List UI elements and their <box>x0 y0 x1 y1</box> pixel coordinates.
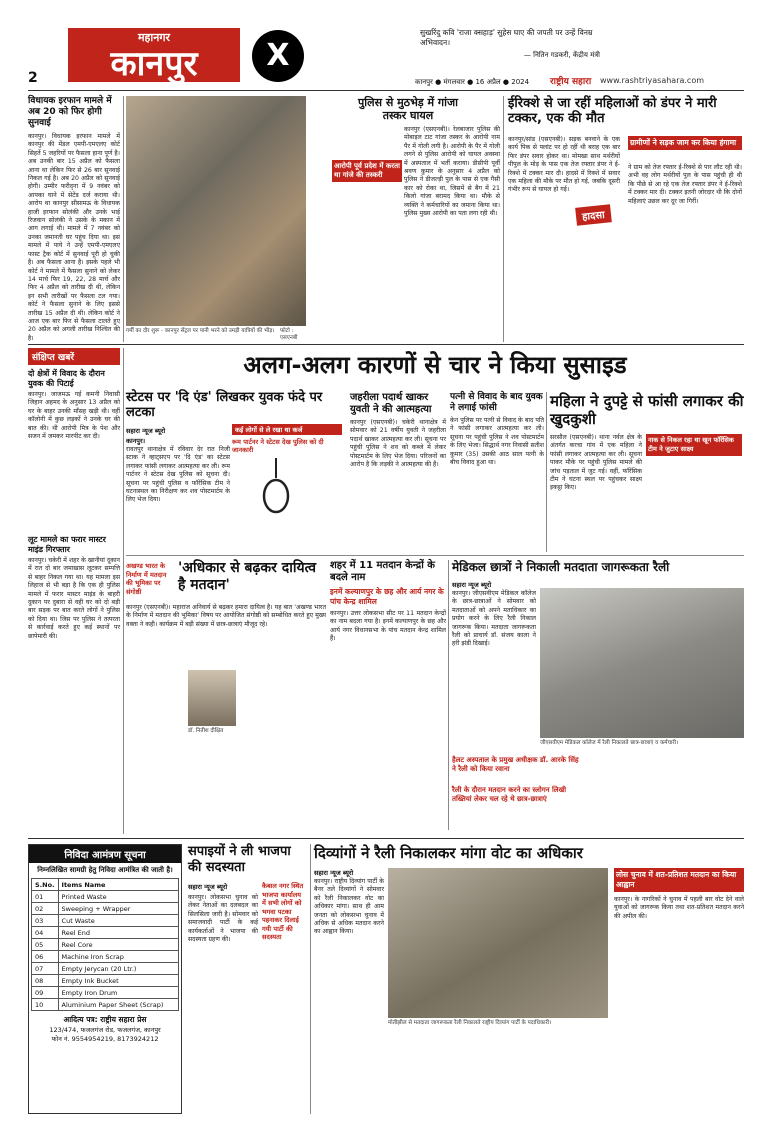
portrait-photo <box>188 670 236 726</box>
date-line: कानपुर ● मंगलवार ● 16 अप्रैल ● 2024 <box>415 78 530 86</box>
masthead-small: महानगर <box>137 31 171 44</box>
website: www.rashtriyasahara.com <box>600 76 705 85</box>
story-d <box>550 392 744 552</box>
story-f-body: कानपुर। उत्तर लोकसभा सीट पर 11 मतदान केन्द्रों का नाम बदला गया है। इनमें कल्याणपुर के छह और आर्य नगर विधानसभा के पांच मतदान केन्द्र शामिल हैं। <box>330 610 446 643</box>
noose-icon <box>256 458 296 518</box>
tr-side-headline: ग्रामीणों ने सड़क जाम कर किया हंगामा <box>628 136 742 150</box>
col1-story <box>28 96 120 342</box>
story-i-byline: सहारा न्यूज ब्यूरो <box>314 869 354 877</box>
col1-body: कानपुर। विधायक इरफान मामले में कानपुर की मेंडल एमपी-एमएलए कोर्ट सिहर्ते 5 जहरियों पर फैसला हाना पूर्ण है। अब उनकी बार 15 अप्रैल को फैसला आना था लेकिन फिर से 26 बार सुनवाई निकल गई है। अब 20 अप्रैल को सुनवाई होगी। उम्मीर फरीद्ना में 9 नवंबर को आपका घाने में सेटेंड दर्ज कराया थी। आरोप था कानपुर सीसामऊ के विधायक हाजी इरफान सोलंकी और उनके भाई रिजवान सोलंकी ने उसके के मकान में आग लगाई थी। मामले में 7 नवंबर को उनका जमानती घर पहुंच दिया था। इस मामले में पाये ने उन्हें एमपी-एमएलए फास्ट ट्रैक कोर्ट में सुनवाई पूरी हो चुकी है। अब फैसला आना है। इसके पहले भी कोर्ट ने मामले में फैसला सुनाने को लेकर 14 मार्च फिर 19, 22, 28 मार्च और फिर 4 अप्रैल को तारीख दी थी, लेकिन इन सभी तारीखों पर फैसला टल गया। कोर्ट ने फैसला सुनाने के लिए इससे तारीख 15 अप्रैल दी थी। लेकिन कोर्ट ने आज एक बार फिर से फैसला टालते हुए 20 अप्रैल को अगली तारीख निश्चित की है। <box>28 133 120 342</box>
table-row: 09 Empty Iron Drum <box>32 987 179 999</box>
tender-table <box>31 878 179 1011</box>
story-a-body: रावतपुर थानाक्षेत्र में रविवार देर रात निजी स्टाक ने व्हाट्सएप पर 'दि एंड' का स्टेटस लगाकर फांसी लगाकर आत्महत्या कर ली। रूम पार्टनर ने स्टेटस देख पुलिस को सूचना दी। सूचना पर पहुंची पुलिस व फॉरेंसिक टीम ने घटनास्थल का निरीक्षण कर शव पोस्टमार्टम के लिए भेज दिया। <box>126 446 230 504</box>
tender-footer-addr: 123/474, फजलगंज रोड, फजलगंज, कानपुर <box>49 1026 161 1034</box>
story-i-photo-caption: मोतीझील से मतदाता जागरूकता रैली निकालते राष्ट्रीय दिव्यांग पार्टी के पदाधिकारी। <box>388 1020 552 1026</box>
story-a-body-right <box>232 520 342 546</box>
story-c <box>450 392 544 552</box>
story-g <box>452 560 744 830</box>
story-d-pull: नाक से निकल रहा था खून फॉरेंसिक टीम ने जुटाए साक्ष्य <box>646 434 742 456</box>
col-sno: S.No. <box>32 879 59 891</box>
story-h-pull: कैबाल नगर स्थित भाजपा कार्यालय में सभी लोगों को भगवा पटका पहनाकर दिलाई गयी पार्टी की सदस्यता <box>262 882 304 941</box>
mid-body: कानपुर (एसएनबी)। रेलबाजार पुलिस की मोबाइल टाट गांजा तस्कर के आरोपी नाम पैर में गोली लगी है। आरोपी के पैर में गोली लगने से पुलिस आरोपी को घायल अवस्था में अस्पताल में भर्ती कराया। डीसीपी पूर्वी श्रवण कुमार के अनुसार 4 अप्रैल को पुलिस ने डीजल्ड़ी पुल के पास से एक गैसी कार को रोका था, जिसमें से बैग में 21 किलो गांजा बरामद किया था। मौके से व्यक्ति ने कर्मचारियों का जमाना किया था। पुलिस मुख्य आरोपी का पता लगा रही थी। <box>404 126 500 218</box>
story-f <box>330 560 446 830</box>
railway-crowd-photo <box>126 96 306 326</box>
story-b-body: कानपुर (एसएनबी)। चकेरी थानाक्षेत्र में सोमवार को 21 वर्षीय युवती ने जहरीला पदार्थ खाकर आत्महत्या कर ली। सूचना पर पहुंची पुलिस ने शव को कब्जे में लेकर पोस्टमार्टम के लिए भेज दिया। परिजनों का आरोप है कि लड़की ने आत्महत्या की है। <box>350 419 446 469</box>
sidebar <box>28 348 120 838</box>
main-banner: अलग-अलग कारणों से चार ने किया सुसाइड <box>243 351 627 379</box>
divyang-rally-photo <box>388 868 608 1018</box>
story-i-side-body: कानपुर। के नागरिकों ने चुनाव में पहली बार वोट देने वाले युवाओं को जागरूक किया तथा शत-प्रतिशत मतदान करने की अपील की। <box>614 896 744 920</box>
story-a-headline: स्टेटस पर 'दि एंड' लिखकर युवक फंदे पर लटका <box>126 390 323 420</box>
mid-story <box>312 96 500 342</box>
story-a-city: कानपुर। <box>126 437 146 445</box>
portrait-label: डॉ. नितीश दीक्षित <box>188 728 224 734</box>
tr-badge: हादसा <box>575 204 611 226</box>
tender-notice <box>28 844 182 1114</box>
table-row: 08 Empty Ink Bucket <box>32 975 179 987</box>
story-g-pull: हैलट अस्पताल के प्रमुख अधीक्षक डॉ. आरके सिंह ने रैली को किया रवाना <box>452 756 579 773</box>
story-i-body: कानपुर। राष्ट्रीय दिव्यांग पार्टी के बैनर तले दिव्यांगों ने सोमवार को रैली निकालकर वोट का अधिकार मांगा। साथ ही आम जनता को लोकसभा चुनाव में अधिक से अधिक मतदान करने का आह्वान किया। <box>314 878 384 936</box>
story-a-pull1: कई लोगों से ले रखा था कर्ज <box>232 424 342 435</box>
top-right-story <box>508 96 744 342</box>
story-c-headline: पत्नी से विवाद के बाद युवक ने लगाई फांसी <box>450 392 543 413</box>
story-h-byline: सहारा न्यूज ब्यूरो <box>188 883 228 891</box>
story-e <box>126 560 326 830</box>
tender-footer-phone: फोन नं. 9554954219, 8173924212 <box>51 1035 159 1043</box>
story-g-headline: मेडिकल छात्रों ने निकाली मतदाता जागरूकता रैली <box>452 560 670 574</box>
table-row: 03 Cut Waste <box>32 915 179 927</box>
table-row: 10 Aluminium Paper Sheet (Scrap) <box>32 999 179 1011</box>
story-g-photo-caption: जीएसवीएम मेडिकल कॉलेज में रैली निकालते छात्र-छात्राएं व कर्मचारी। <box>540 740 679 746</box>
story-g-byline: सहारा न्यूज ब्यूरो <box>452 581 492 589</box>
story-d-body: सरसौल (एसएनबी)। थाना नर्वल क्षेत्र के अंतर्गत करचा गांव में एक महिला ने फांसी लगाकर आत्महत्या कर ली। सूचना पाकर मौके पर पहुंची पुलिस मामले की जांच पड़ताल में जुट गई। वहीं, फॉरेंसिक टीम ने घटना स्थल पर पहुंचकर साक्ष्य इकट्ठा किए। <box>550 434 642 492</box>
story-a-pull2: रूम पार्टनर ने स्टेटस देख पुलिस को दी जानकारी <box>232 438 324 454</box>
photo1-caption: गर्मी का दौर शुरू - कानपुर सेंट्रल पर पानी भरने को उमड़ी यात्रियों की भीड़। <box>126 328 275 334</box>
story-f-subhead: इनमें कल्याणपुर के छह और आर्य नगर के पांच केन्द्र शामिल <box>330 587 444 606</box>
table-row: 02 Sweeping + Wrapper <box>32 903 179 915</box>
table-row: 01 Printed Waste <box>32 891 179 903</box>
table-row: 06 Machine Iron Scrap <box>32 951 179 963</box>
story-h-body: कानपुर। लोकसभा चुनाव को लेकर नेताओं का दलबदल का सिलसिला जारी है। सोमवार को समाजवादी पार्टी के कई कार्यकर्ताओं ने भाजपा की सदस्यता ग्रहण की। <box>188 894 258 944</box>
photo1-credit: फोटो : एसएनबी <box>280 328 298 341</box>
table-row: 04 Reel End <box>32 927 179 939</box>
sidebar-header: संक्षिप्त खबरें <box>28 348 120 365</box>
story-i-body-bottom <box>388 1034 608 1108</box>
table-row: 05 Reel Core <box>32 939 179 951</box>
sidebar-item2-body: कानपुर। चकेरी में शहर के खानीयां दूकान में रात दो बार जमाखास लूटकर सम्पत्ति से बाहर निकल गया था। यह मामला इस लिहाज से भी बड़ा है कि एक ही पुलिस मामले में फरार मास्टर माइंड के बाहरी दुकान पर दुबारा से वही घर को दो बड़ी बार सड़क पर बात करते लोगों ने पुलिस को दिया था। जिस पर पुलिस ने तत्परता से कार्रवाई करते हुए कई स्थानों पर छापेमारी की। <box>28 557 120 640</box>
story-e-pull: अखण्ड भारत के निर्माण में मतदान की भूमिका पर संगोष्ठी <box>126 562 167 596</box>
table-row: 07 Empty Jerycan (20 Ltr.) <box>32 963 179 975</box>
story-b <box>350 392 446 552</box>
col-item: Items Name <box>58 879 178 891</box>
x-logo-icon: X <box>252 30 304 82</box>
quote-author: — नितिन गडकरी, केंद्रीय मंत्री <box>523 51 600 59</box>
tender-sub: निम्नलिखित सामग्री हेतु निविदा आमंत्रित की जाती है। <box>37 866 173 874</box>
story-f-headline: शहर में 11 मतदान केन्द्रों के बदले नाम <box>330 560 435 583</box>
story-h-headline: सपाइयों ने ली भाजपा की सदस्यता <box>188 844 291 875</box>
quote-text: सुखरिंदु कवि 'राजा क्सहाड़' सुहेस घाए की जपती पर उन्हें विनम्र अभिवादन। <box>420 28 593 47</box>
tr-body: कानपुर/सांड (एसएनबी)। सड़क बनवाने के एक कार्य पिक से फ्लांट पर हो रहीं थी बराह एक बार फिर डंपर सवार होकर था। मोमखा साथ मर्थरीयों पीपुल के मोड़ के पास एक तेज रफ्तार डंपर ने ई-रिक्शे में टक्कर मार दी। हादसे में रिक्शे में सवार एक महिला की मौके पर मौत हो गई, जबकि दूसरी गंभीर रूप से घायल हो गई। <box>508 136 620 194</box>
story-g-body-right <box>588 756 744 826</box>
headline-quote <box>420 28 600 60</box>
story-d-headline: महिला ने दुपट्टे से फांसी लगाकर की खुदकुशी <box>550 392 744 428</box>
page-number: 2 <box>28 70 38 86</box>
sidebar-item1-body: कानपुर। जाजमऊ गई कमनी निवासी जिहान अहमद के अनुसार 13 अप्रैल को घर के बाहर उनकी माँसह खड़ी थी। वहीं कॉलोनी में कुछ लड़कों ने उनके घर की बात की। थी आरोपी मित्र के पेश और सजन में जमकर मारपीट कर दी। <box>28 391 120 441</box>
story-g-pull2: रैली के दौरान मतदान करने का स्लोगन लिखी तख्तियां लेकर चल रहे थे छात्र-छात्राएं <box>452 786 567 803</box>
tr-side-body: ने ग्राम को तेज रफ्तार ई-रिक्शे से पार लौट रही थी। अभी वह लोग मर्थरीयों पुल के पास पहुंची ही थी कि पीछे से आ रहे एक तेज रफ्तार डंपर ने ई-रिक्शे में टक्कर मार दी। टक्कर इतनी जोरदार थी कि दोनों महिलाएं उछल कर दूर जा गिरीं। <box>628 164 742 205</box>
sidebar-item2-head: लूट मामले का फरार मास्टर माइंड गिरफ्तार <box>28 535 106 554</box>
masthead-city: कानपुर <box>110 44 198 84</box>
tr-headline: ईरिक्शे से जा रहीं महिलाओं को डंपर ने मारी टक्कर, एक की मौत <box>508 96 717 126</box>
brand-logo: राष्ट्रीय सहारा <box>550 77 592 87</box>
mid-headline: पुलिस से मुठभेड़ में गांजा तस्कर घायल <box>358 96 458 122</box>
tender-footer-title: आदित्य पत्र: राष्ट्रीय सहारा प्रेस <box>63 1015 147 1024</box>
story-i-headline: दिव्यांगों ने रैली निकालकर मांगा वोट का अधिकार <box>314 844 583 862</box>
story-h <box>188 844 306 1114</box>
story-a-byline: सहारा न्यूज ब्यूरो <box>126 427 166 435</box>
tender-title: निविदा आमंत्रण सूचना <box>29 845 181 863</box>
col1-headline: विधायक इरफान मामले में अब 20 को फिर होगी सुनवाई <box>28 96 112 128</box>
story-b-headline: जहरीला पदार्थ खाकर युवती ने की आत्महत्या <box>350 392 432 415</box>
masthead-city-box <box>68 28 240 82</box>
story-i <box>314 844 744 1114</box>
story-a <box>126 390 346 550</box>
story-i-side-headline: लोस चुनाव में शत-प्रतिशत मतदान का किया आह्वान <box>614 868 744 892</box>
rally-photo <box>540 588 744 738</box>
story-e-body: कानपुर (एसएनबी)। महाराज अनिवार्य से बढ़कर हमारा दायित्व है। यह बात 'अखण्ड भारत के निर्माण में मतदान की भूमिका' विषय पर आयोजित संगोष्ठी को सम्बोधित करते हुए मुख्य वक्ता ने कही। कार्यक्रम में बड़ी संख्या में छात्र-छात्राएं मौजूद रहे। <box>126 604 326 628</box>
sidebar-item1-head: दो क्षेत्रों में विवाद के दौरान युवक की पिटाई <box>28 369 105 388</box>
story-e-headline: 'अधिकार से बढ़कर दायित्व है मतदान' <box>178 560 317 593</box>
story-c-body: केन पुलिस पर पत्नी से विवाद के बाद पति ने फांसी लगाकर आत्महत्या कर ली। सूचना पर पहुंची पुलिस ने शव पोस्टमार्टम के लिए भेजा। सिद्धार्थ नगर निवासी सतीश कुमार (35) उसकी आठ साल पत्नी के बीच विवाद हुआ था। <box>450 417 544 467</box>
mid-subhead: आरोपी पूर्व प्रदेश में करता था गांजे की तस्करी <box>332 160 402 182</box>
story-g-body: कानपुर। जीएसवीएम मेडिकल कॉलेज के छात्र-छात्राओं ने सोमवार को मतदाताओं को अपने मताधिकार का प्रयोग करने के लिए रैली निकाल जागरूक किया। मतदाता जागरूकता रैली को प्राचार्य डॉ. संजय काला ने हरी झंडी दिखाई। <box>452 590 536 648</box>
